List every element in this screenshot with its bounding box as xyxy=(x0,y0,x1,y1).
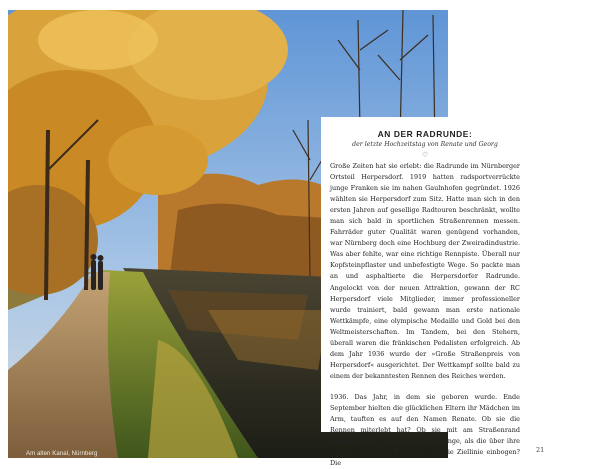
article-subheading: der letzte Hochzeitstag von Renate und Georg xyxy=(352,141,498,148)
page-number: 21 xyxy=(536,446,545,454)
article-paragraph-1: Große Zeiten hat sie erlebt: die Radrunde im Nürnberger Ortsteil Herpersdorf. 1919 hatten radsportverrückte junge Franken sie im nahen Gaulnhofen gegründet. 1926 wählten sie Herpersdorf zum Sitz. Hatte man sich in den ersten Jahren auf gesellige Radtouren beschränkt, wollte man sich bald in sportlichen Straßenrennen messen. Fahrräder guter Qualität waren genügend vorhanden, war Nürnberg doch eine Hochburg der Zweiradindustrie. Was aber fehlte, war eine richtige Rennpiste. Überall nur Kopfsteinpflaster und unbefestigte Wege. So packte man an und asphaltierte die Herpersdorfer Radrunde. Angelockt von der neuen Attraktion, gewann der RC Herpersdorf viele Mitglieder, immer professioneller wurde trainiert, bald gewann man erste nationale Wettkämpfe, eine olympische Medaille und Gold bei den Weltmeisterschaften. Im Tandem, bei den Stehern, überall waren die fränkischen Pedalisten erfolgreich. Ab dem Jahr 1936 wurde der »Große Straßenpreis von Herpersdorf« ausgerichtet. Der Wettkampf sollte bald zu einem der bekanntesten Rennen des Reiches werden. xyxy=(330,162,520,380)
article-text-box xyxy=(321,117,528,468)
heart-ornament-icon: ♡ xyxy=(421,151,429,159)
article-paragraph-2: 1936. Das Jahr, in dem sie geboren wurde. Ende September hielten die glücklichen Eltern ihr Mädchen im Arm, tauften es auf den Namen Renate. Ob sie die Rennen miterlebt hat? Ob sie mit am Straßenrand gestanden hat, im jubelnden Gedränge, als die über ihre Lenker gebeugten Radfahrer auf die Ziellinie einbogen? Die xyxy=(330,392,520,468)
article-heading: AN DER RADRUNDE: xyxy=(377,129,473,139)
photo-caption: Am alten Kanal, Nürnberg xyxy=(26,451,98,457)
